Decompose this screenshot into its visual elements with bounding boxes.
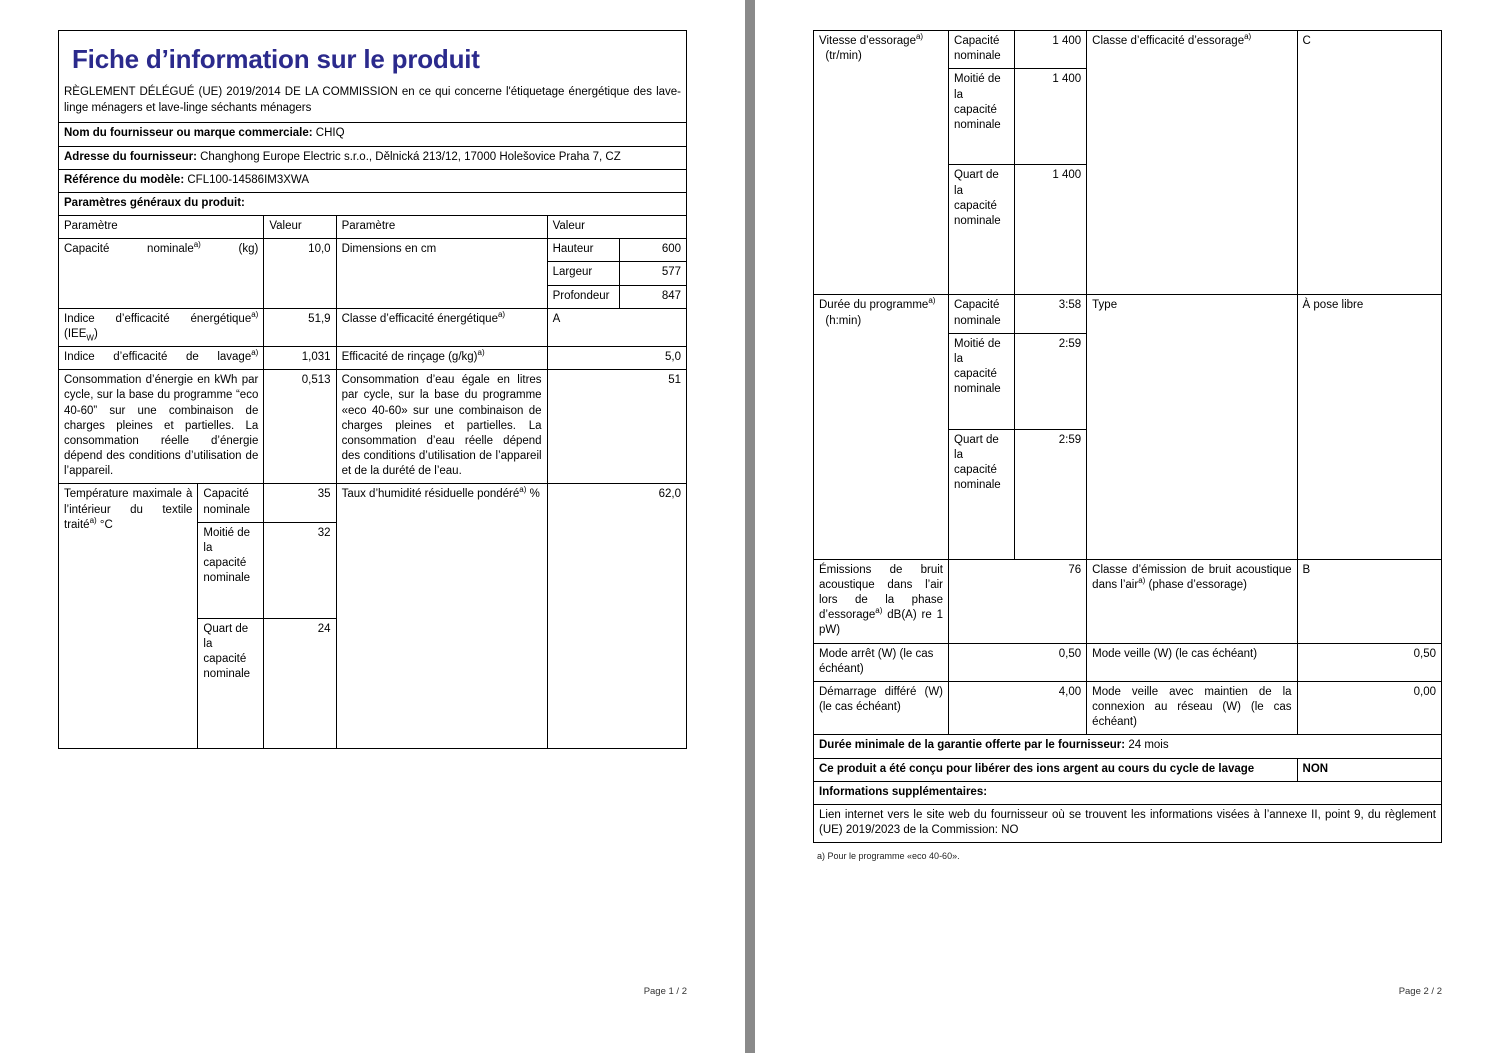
water-consumption-label: Consommation d’eau égale en litres par cycle, sur la base du programme «eco 40-60» sur une combinaison de charges pleines et partielles. La consommation d’eau réelle dépend des conditions d’utilisation de l’appareil et de la durété de l’eau. (336, 370, 547, 484)
spin-half-label: Moitié de la capacité nominale (949, 69, 1015, 165)
dim-depth-value: 847 (620, 285, 687, 308)
address-label: Adresse du fournisseur: (64, 150, 197, 163)
temp-quarter-value: 24 (264, 618, 336, 748)
address-value: Changhong Europe Electric s.r.o., Dělnická 213/12, 17000 Holešovice Praha 7, CZ (200, 150, 621, 163)
page1-main-table (58, 30, 687, 749)
general-params-row (59, 192, 687, 215)
capacity-value: 10,0 (264, 239, 336, 309)
off-mode-label: Mode arrêt (W) (le cas échéant) (814, 643, 949, 681)
type-value: À pose libre (1297, 295, 1441, 559)
dim-depth-label: Profondeur (547, 285, 620, 308)
wash-index-label: Indice d’efficacité de lavage$^{a)}$ (59, 347, 264, 370)
regulation-text: RÈGLEMENT DÉLÉGUÉ (UE) 2019/2014 DE LA COMMISSION en ce qui concerne l'étiquetage énergétique des lave-linge ménagers et lave-linge séchants ménagers (64, 86, 681, 114)
type-label: Type (1087, 295, 1297, 559)
wash-index-value: 1,031 (264, 347, 336, 370)
supplier-value: CHIQ (315, 127, 345, 140)
delay-start-value: 4,00 (949, 681, 1087, 735)
weblink-text: Lien internet vers le site web du fournisseur où se trouvent les informations visées à l’annexe II, point 9, du règlement (UE) 2019/2023 de la Commission: (819, 808, 1436, 837)
silver-ion-label: Ce produit a été conçu pour libérer des ions argent au cours du cycle de lavage (814, 758, 1298, 781)
weblink-value: NO (1001, 824, 1019, 837)
footnote-marker: a) (251, 348, 259, 358)
model-label: Référence du modèle: (64, 173, 185, 186)
standby-value: 0,50 (1297, 643, 1441, 681)
duration-full-label: Capacité nominale (949, 295, 1015, 333)
col-header-value-2: Valeur (547, 216, 686, 239)
duration-half-label: Moitié de la capacité nominale (949, 333, 1015, 429)
warranty-label: Durée minimale de la garantie offerte par le fournisseur: (819, 739, 1126, 752)
spin-quarter-label: Quart de la capacité nominale (949, 165, 1015, 295)
col-header-param-2: Paramètre (336, 216, 547, 239)
weblink-row (814, 804, 1442, 842)
page-footer-2: Page 2 / 2 (1398, 986, 1442, 997)
col-header-param-1: Paramètre (59, 216, 264, 239)
silver-ion-value: NON (1297, 758, 1441, 781)
duration-half-value: 2:59 (1014, 333, 1086, 429)
footnote-marker: a) (915, 32, 924, 42)
noise-label: Émissions de bruit acoustique dans l’air lors de la phase d’essorage$^{a)}$ dB(A) re 1 pW) (814, 559, 949, 643)
spin-full-label: Capacité nominale (949, 31, 1015, 69)
supplier-label: Nom du fournisseur ou marque commerciale: (64, 127, 313, 140)
eei-value: 51,9 (264, 308, 336, 346)
footnote-marker: a) (477, 348, 485, 358)
noise-value: 76 (949, 559, 1087, 643)
footnote-marker: a) (875, 606, 883, 616)
warranty-row (814, 735, 1442, 758)
rinse-value: 5,0 (547, 347, 686, 370)
dim-width-label: Largeur (547, 262, 620, 285)
supplier-row (59, 123, 687, 146)
footnote-marker: a) (928, 296, 936, 306)
footnote-marker: a) (1138, 576, 1146, 586)
temperature-label: Température maximale à l’intérieur du textile traité$^{a)}$ °C (59, 484, 198, 748)
energy-class-label: Classe d’efficacité énergétique$^{a)}$ (336, 308, 547, 346)
network-standby-label: Mode veille avec maintien de la connexion au réseau (W) (le cas échéant) (1087, 681, 1297, 735)
spin-speed-label: Vitesse d’essorage$^{a)}$ (tr/min) (814, 31, 949, 295)
humidity-label: Taux d’humidité résiduelle pondéré$^{a)}$ % (336, 484, 547, 748)
energy-class-value: A (547, 308, 686, 346)
duration-quarter-value: 2:59 (1014, 429, 1086, 559)
energy-consumption-label: Consommation d’énergie en kWh par cycle, sur la base du programme “eco 40-60” sur une combinaison de charges pleines et partielles. La consommation réelle d’énergie dépend des conditions d’utilisation de l’appareil. (59, 370, 264, 484)
off-mode-value: 0,50 (949, 643, 1087, 681)
humidity-value: 62,0 (547, 484, 686, 748)
spin-class-value: C (1297, 31, 1441, 295)
address-row (59, 146, 687, 169)
dim-height-label: Hauteur (547, 239, 620, 262)
document-page-2 (755, 0, 1500, 1053)
noise-class-label: Classe d’émission de bruit acoustique dans l’air$^{a)}$ (phase d’essorage) (1087, 559, 1297, 643)
document-header-cell (59, 31, 687, 123)
dim-width-value: 577 (620, 262, 687, 285)
footnote-marker: a) (251, 309, 259, 319)
temp-full-label: Capacité nominale (198, 484, 264, 522)
page-footer-1: Page 1 / 2 (643, 986, 687, 997)
warranty-value: 24 mois (1128, 739, 1169, 752)
footnote-marker: a) (497, 309, 506, 319)
duration-quarter-label: Quart de la capacité nominale (949, 429, 1015, 559)
capacity-label: Capacité nominale$^{a)}$ (kg) (59, 239, 264, 309)
energy-consumption-value: 0,513 (264, 370, 336, 484)
program-duration-label: Durée du programme$^{a)}$ (h:min) (814, 295, 949, 559)
footnote-marker: a) (193, 240, 201, 250)
temp-full-value: 35 (264, 484, 336, 522)
noise-class-value: B (1297, 559, 1441, 643)
delay-start-label: Démarrage différé (W) (le cas échéant) (814, 681, 949, 735)
page2-main-table (813, 30, 1442, 843)
dimensions-label: Dimensions en cm (336, 239, 547, 309)
network-standby-value: 0,00 (1297, 681, 1441, 735)
model-value: CFL100-14586IM3XWA (187, 173, 310, 186)
page-title: Fiche d’information sur le produit (72, 44, 480, 74)
spin-quarter-value: 1 400 (1014, 165, 1086, 295)
spin-full-value: 1 400 (1014, 31, 1086, 69)
spin-half-value: 1 400 (1014, 69, 1086, 165)
footnote-marker: a) (519, 485, 527, 495)
document-page-1 (0, 0, 745, 1053)
temp-half-value: 32 (264, 522, 336, 618)
additional-info-label: Informations supplémentaires: (814, 781, 1442, 804)
spin-class-label: Classe d’efficacité d’essorage$^{a)}$ (1087, 31, 1297, 295)
duration-full-value: 3:58 (1014, 295, 1086, 333)
standby-label: Mode veille (W) (le cas échéant) (1087, 643, 1297, 681)
water-consumption-value: 51 (547, 370, 686, 484)
model-row (59, 169, 687, 192)
col-header-value-1: Valeur (264, 216, 336, 239)
dim-height-value: 600 (620, 239, 687, 262)
eei-label: Indice d’efficacité énergétique$^{a)}$ $(IEE_W)$ (59, 308, 264, 346)
rinse-label: Efficacité de rinçage $(g/kg)^{a)}$ (336, 347, 547, 370)
footnote-marker: a) (89, 515, 97, 525)
footnote-marker: a) (1244, 32, 1252, 42)
temp-quarter-label: Quart de la capacité nominale (198, 618, 264, 748)
footnote-a: a) Pour le programme «eco 40-60». (817, 851, 960, 862)
temp-half-label: Moitié de la capacité nominale (198, 522, 264, 618)
general-params-label: Paramètres généraux du produit: (64, 196, 245, 209)
